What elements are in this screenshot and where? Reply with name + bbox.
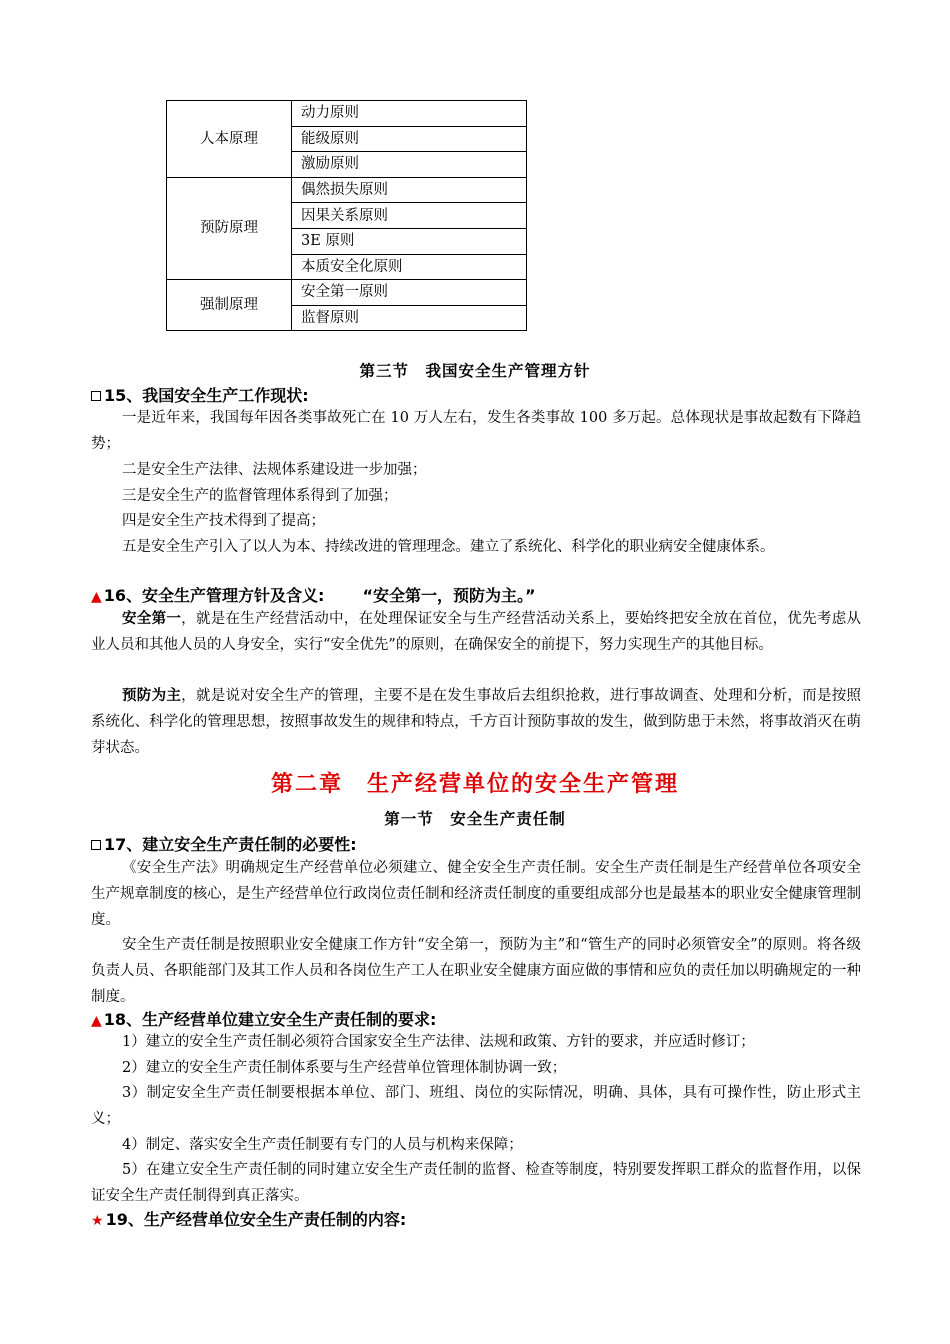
- paragraph: [91, 684, 861, 761]
- list-item: 2）建立的安全生产责任制体系要与生产经营单位管理体制协调一致；: [122, 1060, 567, 1076]
- table-cell: 安全第一原则: [292, 280, 527, 306]
- paragraph-text: ，就是在生产经营活动中，在处理保证安全与生产经营活动关系上，要始终把安全放在首位，优先考虑从业人员和其他人员的人身安全，实行“安全优先”的原则，在确保安全的前提下，努力实现生产的其他目标。: [91, 611, 862, 653]
- section-title: 第一节 安全生产责任制: [384, 810, 566, 828]
- question-heading-17: [91, 832, 871, 855]
- table-cell: 本质安全化原则: [292, 254, 527, 280]
- heading-text: 17、建立安全生产责任制的必要性:: [104, 835, 357, 854]
- list-item: 4）制定、落实安全生产责任制要有专门的人员与机构来保障；: [122, 1137, 523, 1153]
- question-heading-15: [91, 383, 871, 406]
- bold-term: 安全第一: [122, 611, 182, 627]
- policy-quote: “安全第一，预防为主。”: [362, 586, 536, 605]
- table-row: [167, 101, 527, 127]
- paragraph: 二是安全生产法律、法规体系建设进一步加强；: [122, 462, 427, 478]
- chapter-title: 第二章 生产经营单位的安全生产管理: [270, 772, 679, 797]
- question-heading-19: [91, 1207, 871, 1230]
- table-cell: 动力原则: [292, 101, 527, 127]
- checkbox-square-icon: [91, 391, 101, 401]
- table-cell: 因果关系原则: [292, 203, 527, 229]
- list-item: 3）制定安全生产责任制要根据本单位、部门、班组、岗位的实际情况，明确、具体，具有可操作性，防止形式主义；: [91, 1085, 861, 1127]
- checkbox-square-icon: [91, 840, 101, 850]
- table-row: [167, 177, 527, 203]
- list-item: 1）建立的安全生产责任制必须符合国家安全生产法律、法规和政策、方针的要求，并应适时修订；: [122, 1034, 755, 1050]
- heading-text: 15、我国安全生产工作现状:: [104, 386, 309, 405]
- heading-text: 16、安全生产管理方针及含义:: [103, 586, 325, 605]
- question-heading-16: [91, 583, 871, 606]
- paragraph: 五是安全生产引入了以人为本、持续改进的管理理念。建立了系统化、科学化的职业病安全健康体系。: [122, 539, 775, 555]
- heading-text: 18、生产经营单位建立安全生产责任制的要求:: [103, 1010, 437, 1029]
- table-cell: 偶然损失原则: [292, 177, 527, 203]
- paragraph: [91, 607, 861, 659]
- heading-text: 19、生产经营单位安全生产责任制的内容:: [105, 1210, 407, 1229]
- paragraph: 四是安全生产技术得到了提高；: [122, 513, 325, 529]
- star-icon: ★: [91, 1213, 104, 1229]
- table-cell: 监督原则: [292, 305, 527, 331]
- group-name: 人本原理: [167, 101, 292, 178]
- table-cell: 3E 原则: [292, 228, 527, 254]
- table-row: [167, 280, 527, 306]
- paragraph: 一是近年来，我国每年因各类事故死亡在 10 万人左右，发生各类事故 100 多万起。总体现状是事故起数有下降趋势；: [91, 410, 861, 452]
- paragraph: 安全生产责任制是按照职业安全健康工作方针“安全第一，预防为主”和“管生产的同时必须管安全”的原则。将各级负责人员、各职能部门及其工作人员和各岗位生产工人在职业安全健康方面应做的事情和应负的责任加以明确规定的一种制度。: [91, 937, 861, 1005]
- group-name: 强制原理: [167, 280, 292, 331]
- list-item: 5）在建立安全生产责任制的同时建立安全生产责任制的监督、检查等制度，特别要发挥职工群众的监督作用，以保证安全生产责任制得到真正落实。: [91, 1162, 861, 1204]
- paragraph: 三是安全生产的监督管理体系得到了加强；: [122, 488, 398, 504]
- triangle-icon: ▲: [91, 1013, 102, 1029]
- section-title: 第三节 我国安全生产管理方针: [359, 362, 591, 380]
- table-cell: 能级原则: [292, 126, 527, 152]
- triangle-icon: ▲: [91, 589, 102, 605]
- principles-table: [166, 100, 527, 331]
- paragraph-text: ，就是说对安全生产的管理，主要不是在发生事故后去组织抢救，进行事故调查、处理和分析，而是按照系统化、科学化的管理思想，按照事故发生的规律和特点，千方百计预防事故的发生，做到防患于未然，将事故消灭在萌芽状态。: [91, 688, 862, 756]
- table-cell: 激励原则: [292, 152, 527, 178]
- paragraph: 《安全生产法》明确规定生产经营单位必须建立、健全安全生产责任制。安全生产责任制是生产经营单位各项安全生产规章制度的核心，是生产经营单位行政岗位责任制和经济责任制度的重要组成部分也是最基本的职业安全健康管理制度。: [91, 860, 861, 928]
- question-heading-18: [91, 1007, 871, 1030]
- group-name: 预防原理: [167, 177, 292, 279]
- bold-term: 预防为主: [122, 688, 182, 704]
